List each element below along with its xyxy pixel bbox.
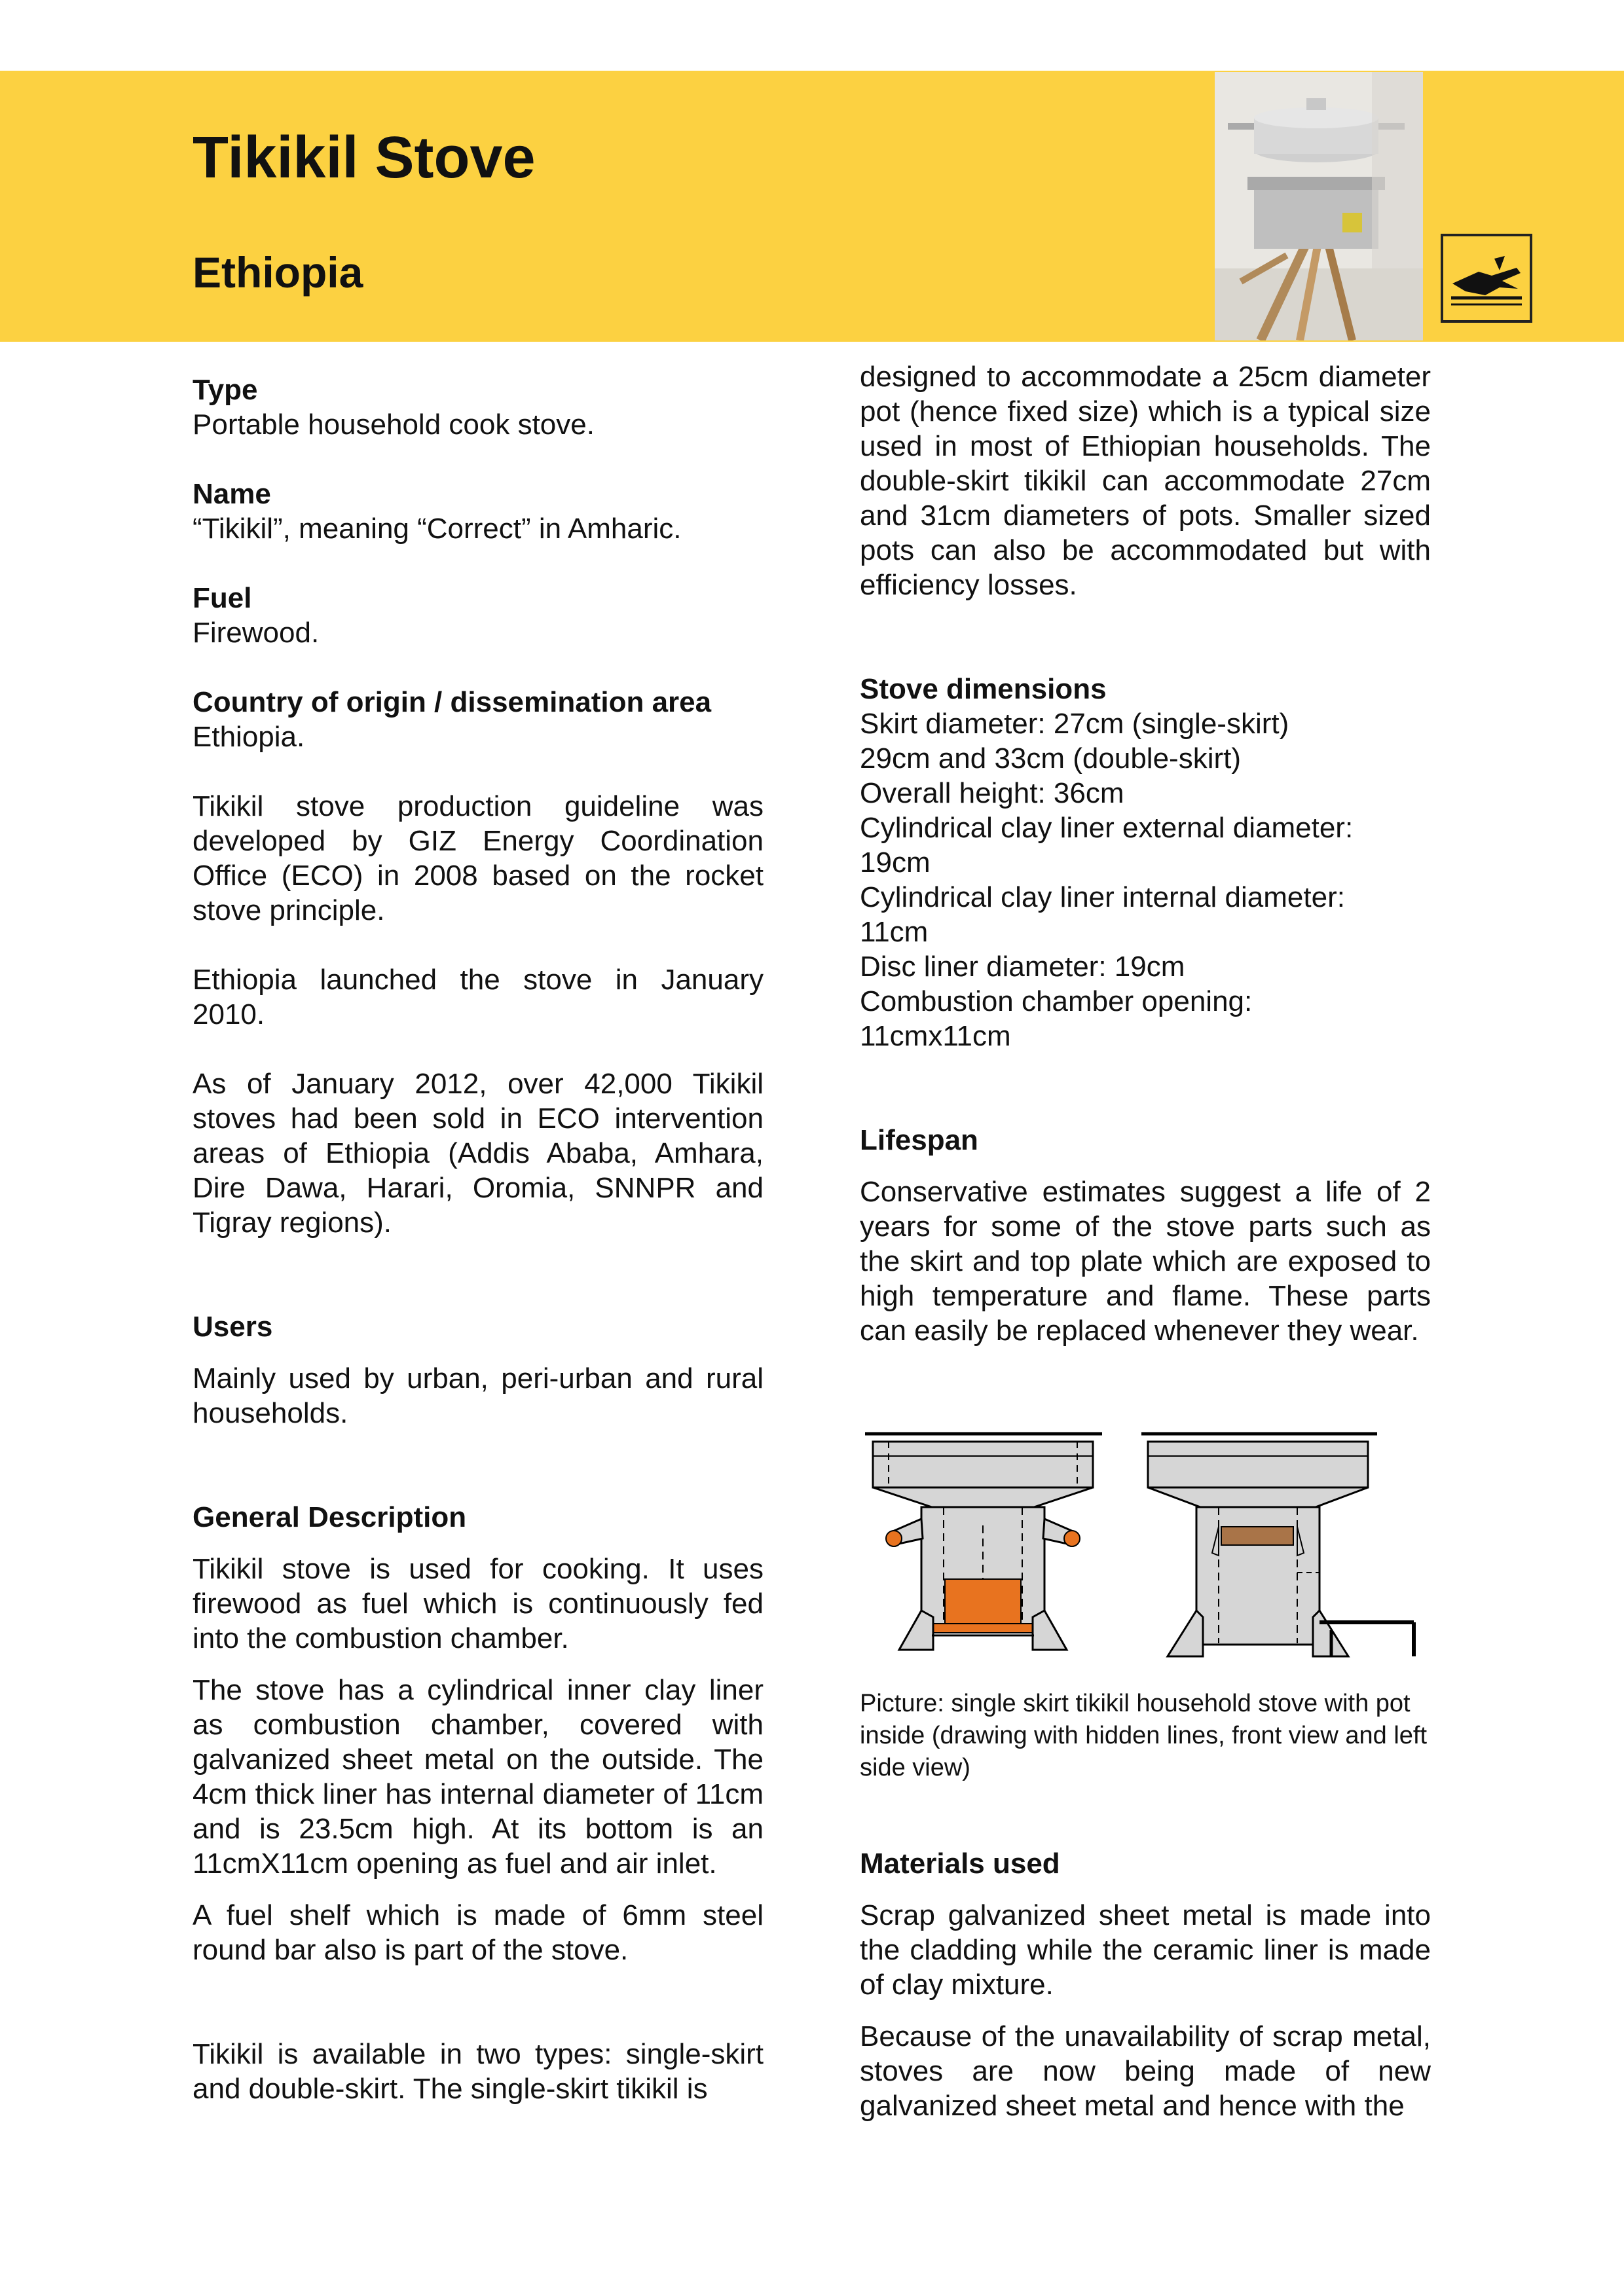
dimension-line: 11cm bbox=[860, 916, 929, 948]
logo bbox=[1439, 232, 1534, 324]
page-title: Tikikil Stove bbox=[193, 125, 536, 191]
general-description-heading: General Description bbox=[193, 1501, 467, 1533]
dimension-line: 19cm bbox=[860, 847, 931, 879]
name-heading: Name bbox=[193, 478, 271, 510]
materials-heading: Materials used bbox=[860, 1848, 1060, 1880]
general-paragraph-2: The stove has a cylindrical inner clay liner as combustion chamber, covered with galvanized sheet metal on the outside. The 4cm thick liner has internal diameter of 11cm and is 23.5cm high. At its bottom is an 11cmX11cm opening as fuel and air inlet. bbox=[193, 1674, 764, 1880]
type-text: Portable household cook stove. bbox=[193, 409, 595, 441]
dimension-line: 11cmx11cm bbox=[860, 1020, 1011, 1052]
dimension-line: Combustion chamber opening: bbox=[860, 985, 1253, 1017]
lifespan-text: Conservative estimates suggest a life of 2 years for some of the stove parts such as the skirt and top plate which are exposed to high temperature and flame. These parts can easily be replaced whenever they wear. bbox=[860, 1176, 1431, 1347]
stove-technical-drawing bbox=[860, 1427, 1431, 1689]
origin-heading: Country of origin / dissemination area bbox=[193, 686, 712, 718]
front-view-drawing bbox=[865, 1434, 1102, 1650]
stove-drawings bbox=[860, 1427, 1431, 1689]
materials-paragraph-1: Scrap galvanized sheet metal is made into the cladding while the ceramic liner is made of clay mixture. bbox=[860, 1899, 1431, 2001]
stove-photo-illustration bbox=[1215, 72, 1423, 340]
fuel-heading: Fuel bbox=[193, 582, 252, 614]
users-text: Mainly used by urban, peri-urban and rural households. bbox=[193, 1362, 764, 1429]
dimension-line: Cylindrical clay liner internal diameter: bbox=[860, 881, 1345, 913]
stove-photo bbox=[1215, 72, 1423, 340]
page-subtitle: Ethiopia bbox=[193, 248, 363, 297]
dimension-line: Skirt diameter: 27cm (single-skirt) bbox=[860, 708, 1289, 740]
origin-paragraph-3: Ethiopia launched the stove in January 2010. bbox=[193, 964, 764, 1030]
dimension-line: Disc liner diameter: 19cm bbox=[860, 951, 1185, 983]
name-text: “Tikikil”, meaning “Correct” in Amharic. bbox=[193, 513, 682, 545]
dimensions-heading: Stove dimensions bbox=[860, 673, 1107, 705]
right-column bbox=[860, 359, 1431, 1348]
materials-paragraph-2: Because of the unavailability of scrap metal, stoves are now being made of new galvanized sheet metal and hence with the bbox=[860, 2020, 1431, 2122]
figure-caption: Picture: single skirt tikikil household stove with pot inside (drawing with hidden lines, front view and left side view) bbox=[860, 1690, 1428, 1781]
general-paragraph-1: Tikikil stove is used for cooking. It uses firewood as fuel which is continuously fed into the combustion chamber. bbox=[193, 1553, 764, 1654]
general-paragraph-3: A fuel shelf which is made of 6mm steel round bar also is part of the stove. bbox=[193, 1899, 764, 1966]
type-heading: Type bbox=[193, 374, 258, 406]
dimension-line: Cylindrical clay liner external diameter: bbox=[860, 812, 1354, 844]
side-view-drawing bbox=[1141, 1434, 1414, 1656]
origin-paragraph-4: As of January 2012, over 42,000 Tikikil stoves had been sold in ECO intervention areas of Ethiopia (Addis Ababa, Amhara, Dire Dawa, Harari, Oromia, SNNPR and Tigray regions). bbox=[193, 1068, 764, 1239]
general-paragraph-4: Tikikil is available in two types: single-skirt and double-skirt. The single-skirt tikikil is bbox=[193, 2038, 764, 2105]
dimension-line: Overall height: 36cm bbox=[860, 777, 1124, 809]
continued-text: designed to accommodate a 25cm diameter pot (hence fixed size) which is a typical size used in most of Ethiopian households. The double-skirt tikikil can accommodate 27cm and 31cm diameters of pots. Smaller sized pots can also be accommodated but with efficiency losses. bbox=[860, 361, 1431, 601]
lifespan-heading: Lifespan bbox=[860, 1124, 978, 1156]
right-column-lower bbox=[860, 1846, 1431, 2123]
origin-paragraph-2: Tikikil stove production guideline was developed by GIZ Energy Coordination Office (ECO) in 2008 based on the rocket stove principle. bbox=[193, 790, 764, 926]
origin-text: Ethiopia. bbox=[193, 721, 305, 753]
stove-logo-icon bbox=[1439, 232, 1534, 324]
fuel-text: Firewood. bbox=[193, 617, 320, 649]
dimension-line: 29cm and 33cm (double-skirt) bbox=[860, 742, 1242, 774]
users-heading: Users bbox=[193, 1311, 273, 1343]
left-column bbox=[193, 373, 764, 2106]
